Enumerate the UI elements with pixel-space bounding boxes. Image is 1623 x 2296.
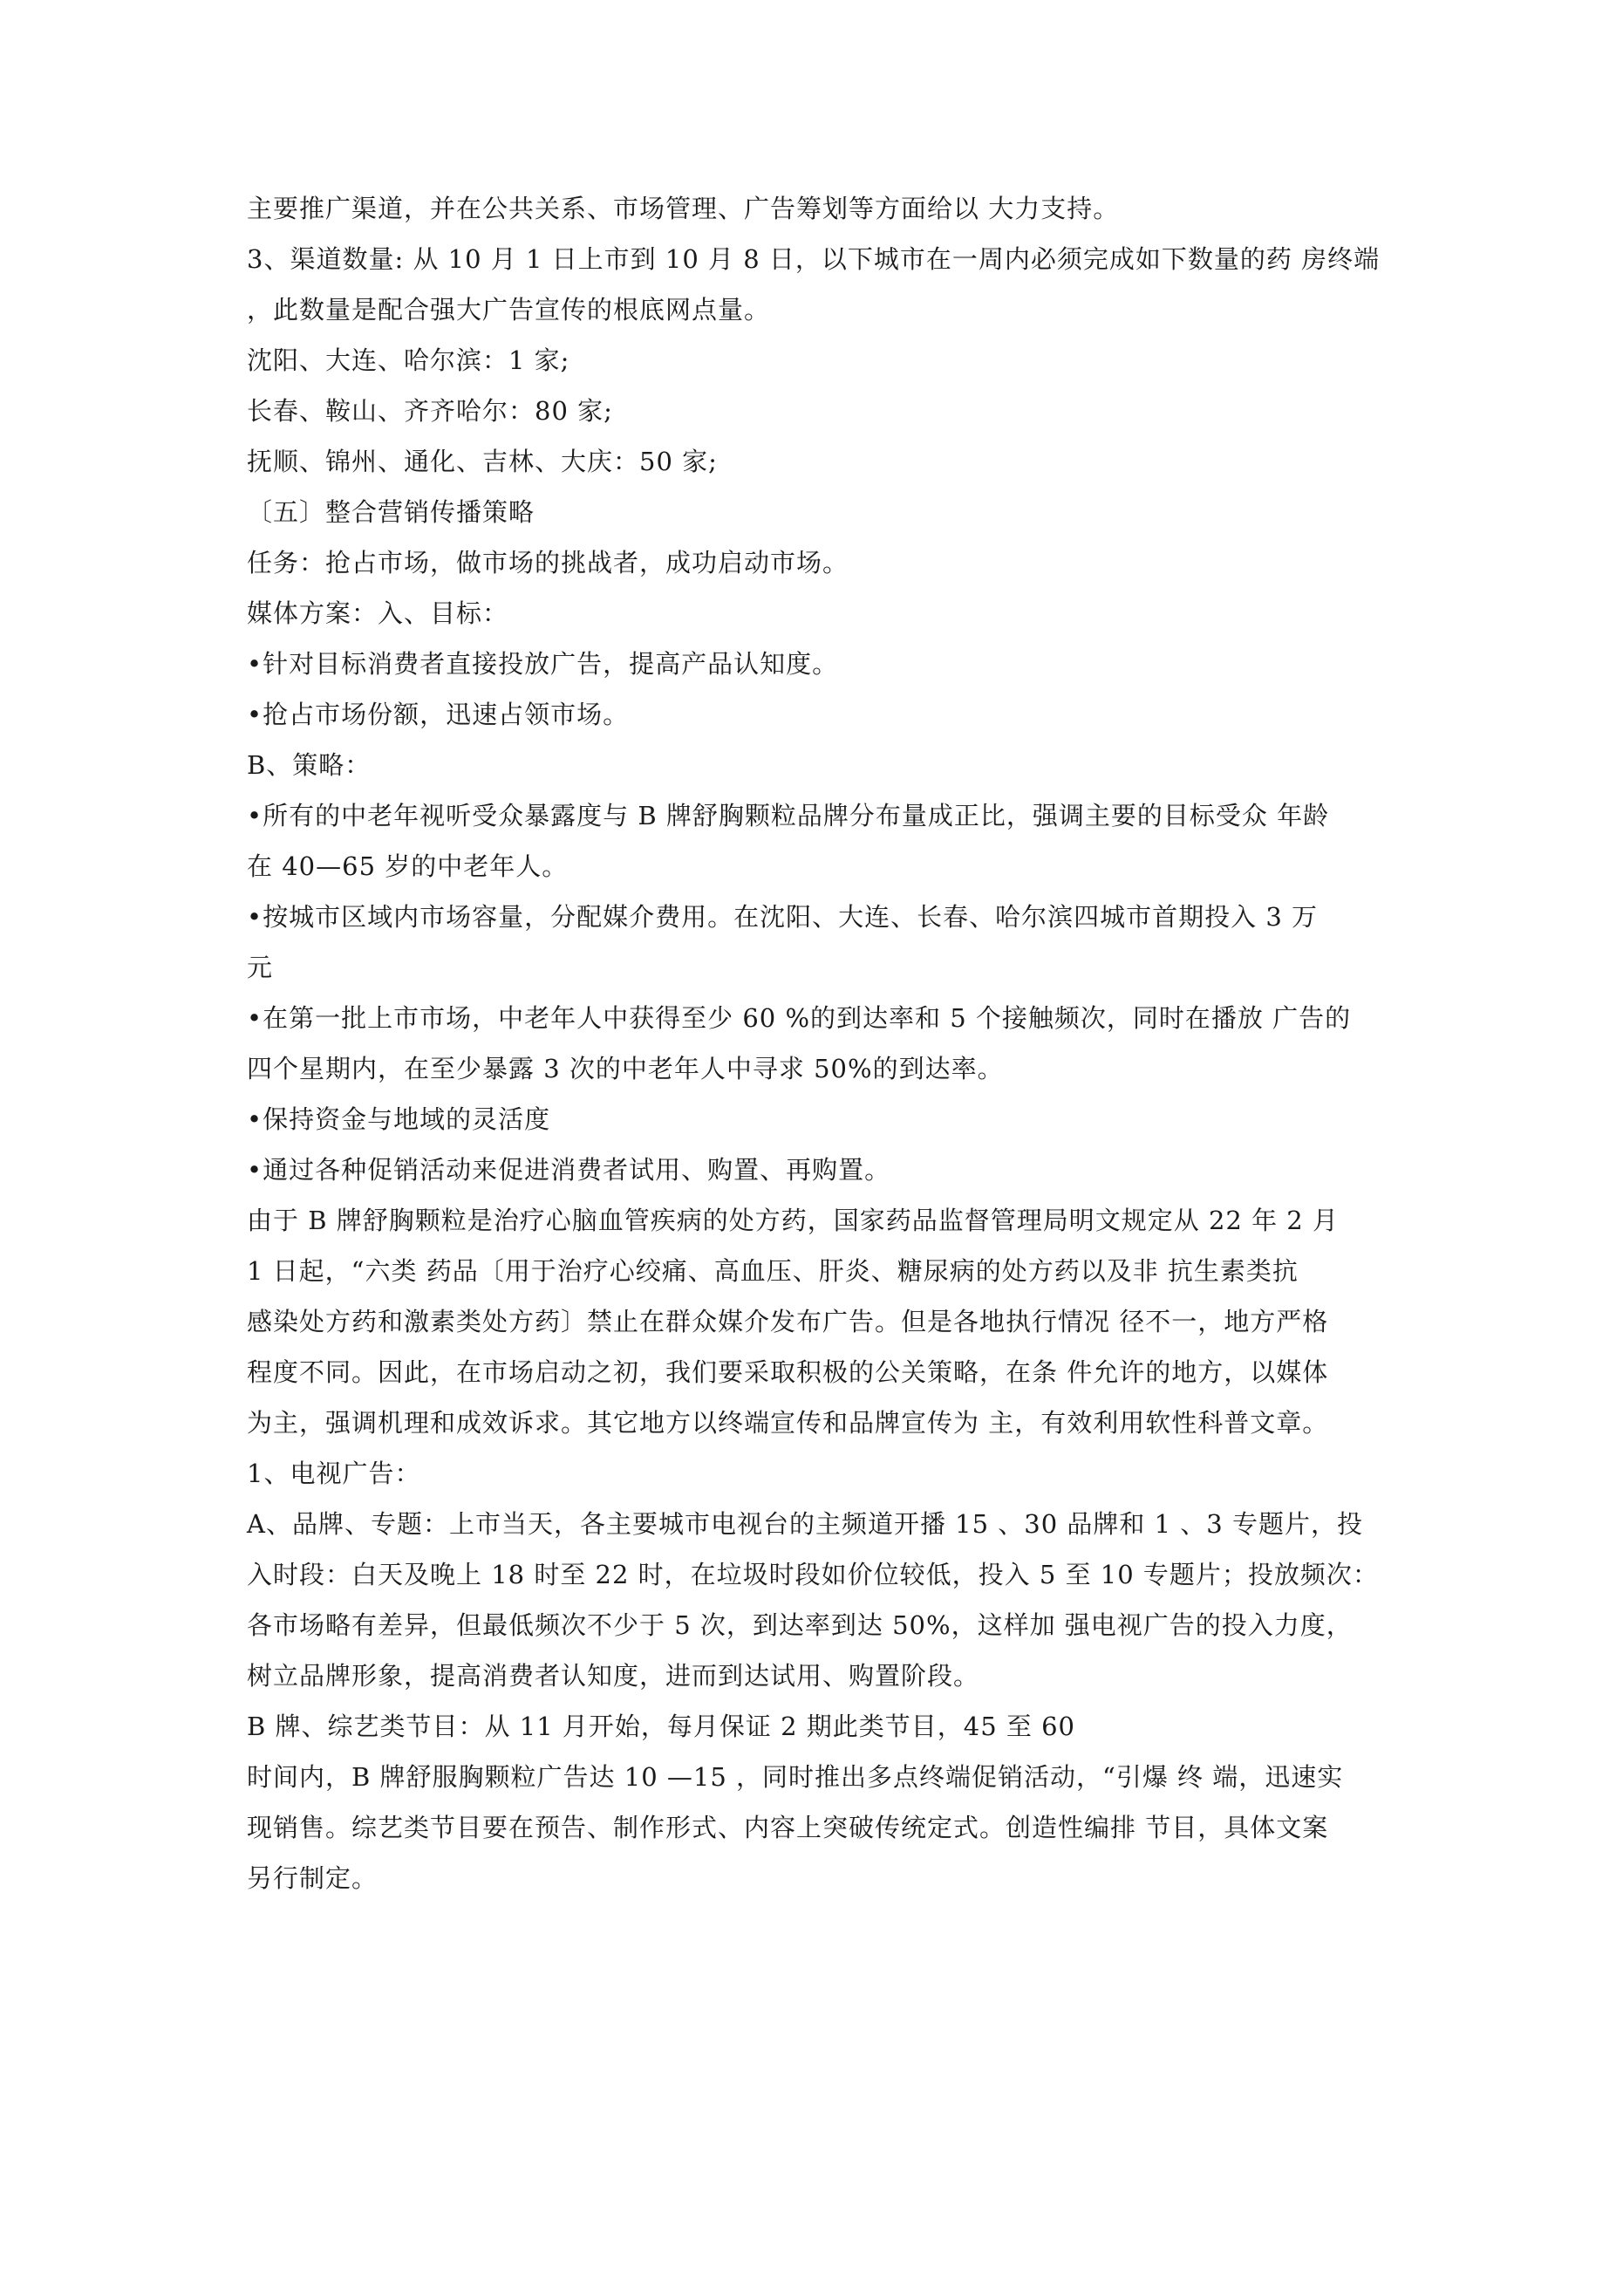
text-line: 入时段：白天及晚上 18 时至 22 时，在垃圾时段如价位较低，投入 5 至 10 专题片；投放频次： (247, 1560, 1379, 1589)
text-line: 元 (247, 953, 274, 982)
text-line: 由于 B 牌舒胸颗粒是治疗心脑血管疾病的处方药，国家药品监督管理局明文规定从 22 年 2 月 (247, 1206, 1339, 1235)
text-line: B 牌、综艺类节目：从 11 月开始，每月保证 2 期此类节目，45 至 60 (247, 1712, 1075, 1741)
text-line: 媒体方案：入、目标： (247, 598, 509, 628)
bullet-item: •针对目标消费者直接投放广告，提高产品认知度。 (247, 649, 839, 679)
section-heading: 1、电视广告： (247, 1459, 421, 1488)
text-line: 为主，强调机理和成效诉求。其它地方以终端宣传和品牌宣传为 主，有效利用软性科普文章。 (247, 1408, 1329, 1438)
text-line: 感染处方药和激素类处方药〕禁止在群众媒介发布广告。但是各地执行情况 径不一，地方严格 (247, 1307, 1329, 1336)
text-line: B、策略： (247, 750, 372, 780)
text-line: 任务：抢占市场，做市场的挑战者，成功启动市场。 (247, 548, 849, 577)
text-line: 树立品牌形象，提高消费者认知度，进而到达试用、购置阶段。 (247, 1661, 980, 1691)
text-line: 1 日起，“六类 药品〔用于治疗心绞痛、高血压、肝炎、糖尿病的处方药以及非 抗生素类抗 (247, 1256, 1299, 1286)
text-line: 另行制定。 (247, 1863, 378, 1893)
text-line: A、品牌、专题：上市当天，各主要城市电视台的主频道开播 15 、30 品牌和 1 、3 专题片，投 (247, 1509, 1363, 1539)
text-line: 时间内，B 牌舒服胸颗粒广告达 10 —15 ，同时推出多点终端促销活动，“引爆 终 端，迅速实 (247, 1762, 1344, 1792)
text-line: 沈阳、大连、哈尔滨：1 家; (247, 345, 570, 375)
text-line: 主要推广渠道，并在公共关系、市场管理、广告筹划等方面给以 大力支持。 (247, 194, 1120, 223)
text-line: 长春、鞍山、齐齐哈尔：80 家; (247, 396, 613, 426)
text-line: 3、渠道数量: 从 10 月 1 日上市到 10 月 8 日，以下城市在一周内必须完成如下数量的药 房终端 (247, 244, 1381, 274)
text-line: 抚顺、锦州、通化、吉林、大庆：50 家; (247, 447, 718, 476)
bullet-item: •保持资金与地域的灵活度 (247, 1104, 551, 1134)
text-line: 在 40—65 岁的中老年人。 (247, 851, 569, 881)
bullet-item: •在第一批上市市场，中老年人中获得至少 60 %的到达率和 5 个接触频次，同时在播放 广告的 (247, 1003, 1352, 1033)
document-body (247, 183, 1381, 1903)
bullet-item: •抢占市场份额，迅速占领市场。 (247, 700, 630, 729)
text-line: 现销售。综艺类节目要在预告、制作形式、内容上突破传统定式。创造性编排 节目，具体文案 (247, 1813, 1329, 1842)
bullet-item: •按城市区域内市场容量，分配媒介费用。在沈阳、大连、长春、哈尔滨四城市首期投入 3 万 (247, 902, 1318, 932)
text-line: ，此数量是配合强大广告宣传的根底网点量。 (247, 295, 771, 325)
text-line: 各市场略有差异，但最低频次不少于 5 次，到达率到达 50%，这样加 强电视广告的投入力度， (247, 1610, 1353, 1640)
section-heading: 〔五〕整合营销传播策略 (247, 497, 535, 527)
bullet-item: •所有的中老年视听受众暴露度与 B 牌舒胸颗粒品牌分布量成正比，强调主要的目标受众 年龄 (247, 801, 1330, 830)
bullet-item: •通过各种促销活动来促进消费者试用、购置、再购置。 (247, 1155, 891, 1185)
text-line: 四个星期内，在至少暴露 3 次的中老年人中寻求 50%的到达率。 (247, 1054, 1004, 1083)
text-line: 程度不同。因此，在市场启动之初，我们要采取积极的公关策略，在条 件允许的地方，以媒体 (247, 1357, 1329, 1387)
